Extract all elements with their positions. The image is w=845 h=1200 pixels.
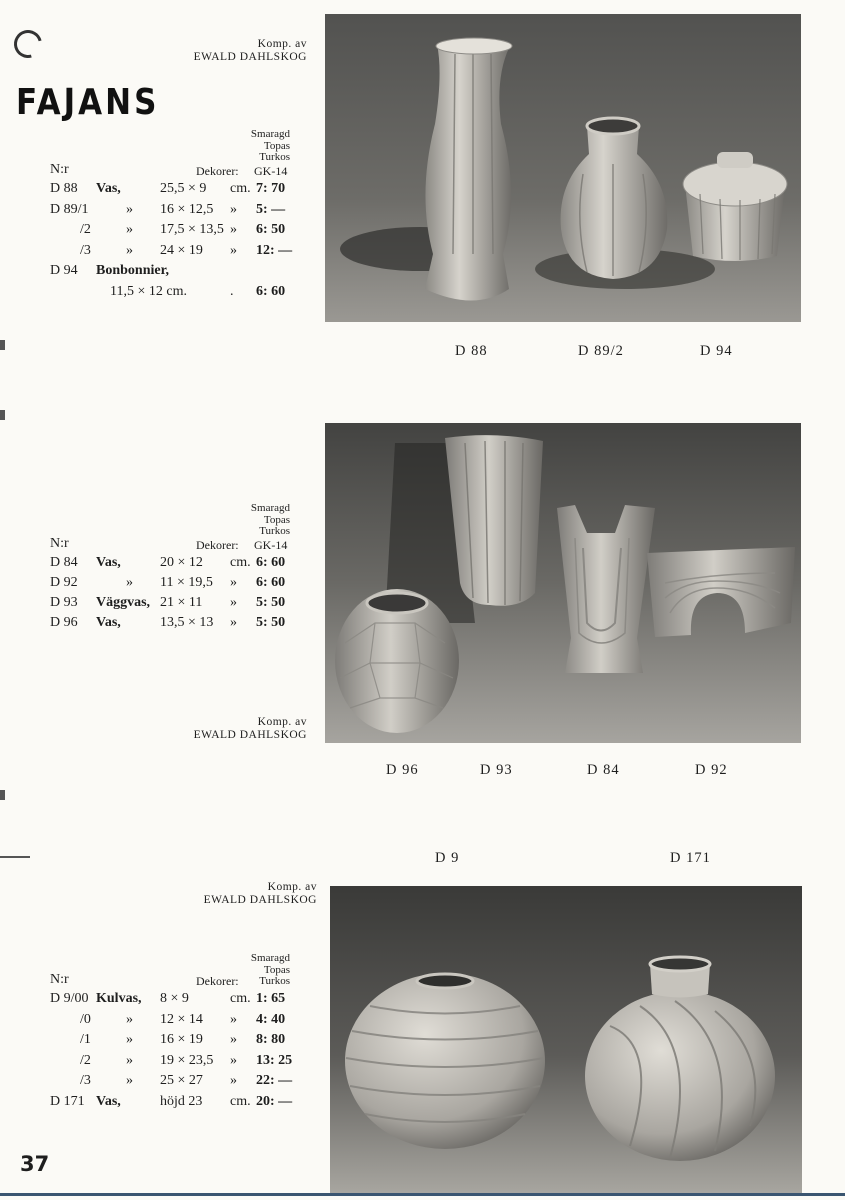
row-nr: D 88	[50, 181, 78, 196]
row-size: höjd 23	[160, 1093, 203, 1109]
row-unit: cm.	[230, 555, 251, 570]
column-header-row	[50, 536, 290, 556]
row-price: 12: —	[256, 242, 293, 258]
row-price: 22: —	[256, 1073, 293, 1088]
row-size: 19 × 23,5	[160, 1052, 214, 1068]
price-row	[50, 991, 295, 1011]
photo-vases-3-illustration	[330, 886, 802, 1194]
row-nr: D 94	[50, 263, 78, 278]
row-name: Bonbonnier,	[96, 263, 170, 278]
photo-caption: D 84	[587, 762, 620, 778]
row-price: 8: 80	[256, 1032, 286, 1047]
row-size: 11 × 19,5	[160, 575, 213, 590]
row-unit: »	[230, 1011, 237, 1027]
row-price: 5: 50	[256, 615, 286, 630]
price-row	[50, 1012, 295, 1032]
row-size: 25 × 27	[160, 1073, 203, 1088]
photo-vases-2-illustration	[325, 423, 801, 743]
row-nr: D 93	[50, 595, 78, 610]
row-price: 20: —	[256, 1093, 293, 1109]
row-unit: .	[230, 283, 234, 299]
row-size: 8 × 9	[160, 991, 189, 1006]
price-row	[50, 243, 295, 263]
row-name: Väggvas,	[96, 595, 151, 610]
row-name: »	[126, 1052, 133, 1068]
row-size: 12 × 14	[160, 1011, 203, 1027]
row-nr: /2	[80, 1052, 91, 1068]
product-photo-vases-3	[330, 886, 802, 1194]
row-nr: D 92	[50, 575, 78, 590]
nr-label: N:r	[50, 536, 69, 551]
row-price: 5: —	[256, 201, 286, 217]
row-name: »	[126, 201, 133, 217]
decor-code: GK-14	[254, 164, 288, 178]
row-unit: »	[230, 242, 237, 258]
price-row	[50, 1053, 295, 1073]
row-name: Vas,	[96, 555, 121, 570]
price-row	[50, 615, 295, 635]
price-row	[50, 595, 295, 615]
price-row	[50, 263, 295, 283]
photo-caption: D 9	[435, 850, 460, 866]
nr-label: N:r	[50, 972, 69, 987]
price-row	[50, 575, 295, 595]
row-size: 21 × 11	[160, 595, 203, 610]
row-size: 25,5 × 9	[160, 181, 207, 196]
price-row	[50, 1094, 295, 1114]
designer-credit: Komp. av EWALD DAHLSKOG	[203, 881, 317, 906]
row-price: 5: 50	[256, 595, 286, 610]
photo-vases-1-illustration	[325, 14, 801, 322]
binding-mark	[0, 340, 5, 350]
photo-caption: D 93	[480, 762, 513, 778]
price-row	[50, 555, 295, 575]
row-name: »	[126, 242, 133, 258]
decor-code: GK-14	[254, 538, 288, 552]
row-name: »	[126, 575, 133, 590]
row-nr: D 96	[50, 615, 78, 630]
photo-caption: D 89/2	[578, 343, 624, 359]
price-row	[50, 1073, 295, 1093]
photo-caption: D 94	[700, 343, 733, 359]
binder-ring-icon	[9, 25, 47, 63]
row-name: »	[126, 1073, 133, 1088]
row-nr: /3	[80, 1073, 91, 1088]
photo-caption: D 96	[386, 762, 419, 778]
row-unit: »	[230, 222, 237, 237]
binding-mark	[0, 790, 5, 800]
row-size: 13,5 × 13	[160, 615, 214, 630]
glaze-colors: Smaragd Topas Turkos	[250, 502, 290, 537]
designer-credit: Komp. av EWALD DAHLSKOG	[193, 38, 307, 63]
row-size: 16 × 12,5	[160, 201, 214, 217]
row-name: Vas,	[96, 615, 121, 630]
product-photo-vases-2	[325, 423, 801, 743]
dekorer-label: Dekorer:	[196, 164, 239, 178]
binding-mark	[0, 410, 5, 420]
page-number: 37	[20, 1152, 50, 1176]
product-photo-vases-1	[325, 14, 801, 322]
binding-mark	[0, 856, 30, 858]
price-row	[50, 284, 295, 304]
price-row	[50, 222, 295, 242]
row-price: 7: 70	[256, 181, 286, 196]
row-nr: D 9/00	[50, 991, 89, 1006]
row-name: »	[126, 222, 133, 237]
price-row	[50, 1032, 295, 1052]
row-size: 17,5 × 13,5	[160, 222, 224, 237]
price-row	[50, 181, 295, 201]
row-nr: /3	[80, 242, 91, 258]
row-nr: /1	[80, 1032, 91, 1047]
nr-label: N:r	[50, 162, 69, 177]
dekorer-label: Dekorer:	[196, 538, 239, 552]
row-unit: »	[230, 1032, 237, 1047]
designer-credit: Komp. av EWALD DAHLSKOG	[193, 716, 307, 741]
row-nr: D 89/1	[50, 201, 89, 217]
photo-caption: D 171	[670, 850, 711, 866]
column-header-row	[50, 972, 290, 992]
row-price: 6: 60	[256, 283, 286, 299]
row-unit: »	[230, 1073, 237, 1088]
bottom-rule	[0, 1193, 845, 1196]
row-price: 6: 60	[256, 555, 286, 570]
row-nr: D 84	[50, 555, 78, 570]
photo-caption: D 92	[695, 762, 728, 778]
row-name: »	[126, 1032, 133, 1047]
row-size: 11,5 × 12 cm.	[110, 283, 187, 299]
page-heading: FAJANS	[16, 82, 160, 124]
glaze-colors: Smaragd Topas Turkos	[250, 952, 290, 987]
row-nr: D 171	[50, 1093, 85, 1109]
price-row	[50, 202, 295, 222]
row-nr: /2	[80, 222, 91, 237]
column-header-row	[50, 162, 290, 182]
row-unit: cm.	[230, 181, 251, 196]
row-price: 13: 25	[256, 1052, 293, 1068]
row-name: Kulvas,	[96, 991, 142, 1006]
row-unit: cm.	[230, 991, 251, 1006]
row-unit: cm.	[230, 1093, 251, 1109]
row-price: 6: 60	[256, 575, 286, 590]
photo-caption: D 88	[455, 343, 488, 359]
dekorer-label: Dekorer:	[196, 974, 239, 988]
row-name: »	[126, 1011, 133, 1027]
row-name: Vas,	[96, 1093, 121, 1109]
row-price: 6: 50	[256, 222, 286, 237]
row-price: 1: 65	[256, 991, 286, 1006]
row-unit: »	[230, 575, 237, 590]
glaze-colors: Smaragd Topas Turkos	[250, 128, 290, 163]
row-size: 20 × 12	[160, 555, 203, 570]
row-unit: »	[230, 1052, 237, 1068]
row-size: 24 × 19	[160, 242, 203, 258]
row-unit: »	[230, 201, 237, 217]
row-price: 4: 40	[256, 1011, 286, 1027]
row-size: 16 × 19	[160, 1032, 203, 1047]
row-nr: /0	[80, 1011, 91, 1027]
row-unit: »	[230, 595, 237, 610]
row-unit: »	[230, 615, 237, 630]
row-name: Vas,	[96, 181, 121, 196]
